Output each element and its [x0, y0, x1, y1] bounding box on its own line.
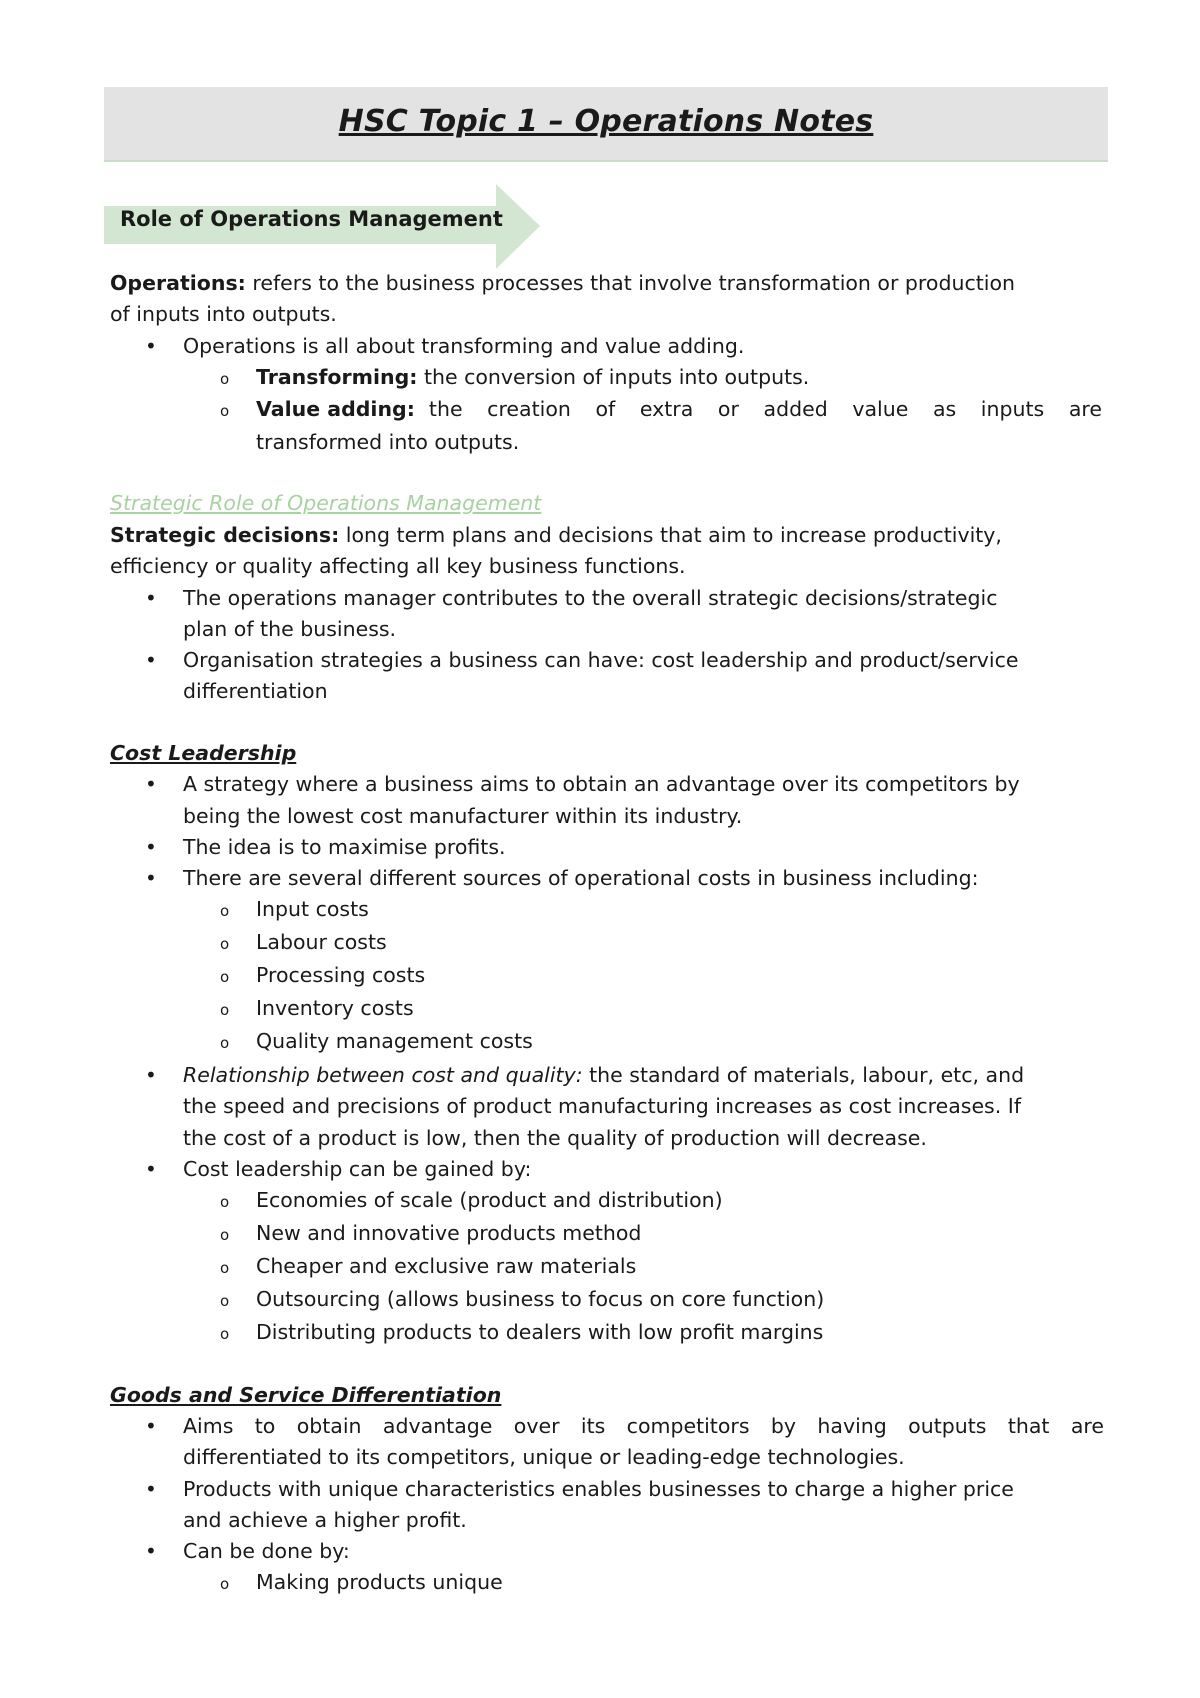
- sub-bullet-o-icon: o: [220, 370, 230, 388]
- bullet-dot-icon: •: [145, 1157, 157, 1181]
- bullet-dot-icon: •: [145, 648, 157, 672]
- sub-bullet-o-icon: o: [220, 402, 230, 420]
- strategic-bullet-1-cont: plan of the business.: [183, 617, 397, 641]
- strategic-bullet-2: Organisation strategies a business can have: cost leadership and product/service: [183, 648, 1019, 672]
- strategic-role-heading: Strategic Role of Operations Management: [110, 491, 542, 515]
- cost-leadership-heading: Cost Leadership: [110, 741, 297, 765]
- strategic-bullet-2-cont: differentiation: [183, 679, 328, 703]
- diff-bullet-1: Aims to obtain advantage over its competitors by having outputs that are: [183, 1414, 1104, 1438]
- cost-method-item: Outsourcing (allows business to focus on core function): [256, 1287, 825, 1311]
- cost-method-item: Economies of scale (product and distribution): [256, 1188, 723, 1212]
- value-adding-def-1: the creation of extra or added value as inputs are: [428, 397, 1102, 421]
- strategic-definition-cont: efficiency or quality affecting all key business functions.: [110, 554, 686, 578]
- relationship-def-2: the speed and precisions of product manufacturing increases as cost increases. If: [183, 1094, 1022, 1118]
- strategic-definition: [110, 521, 1002, 549]
- diff-bullet-3: Can be done by:: [183, 1539, 350, 1563]
- bullet-dot-icon: •: [145, 1539, 157, 1563]
- sub-bullet-o-icon: o: [220, 1034, 230, 1052]
- sub-bullet-o-icon: o: [220, 968, 230, 986]
- cost-method-item: New and innovative products method: [256, 1221, 642, 1245]
- relationship-def-1: the standard of materials, labour, etc, and: [582, 1063, 1025, 1087]
- sub-bullet-o-icon: o: [220, 1226, 230, 1244]
- bullet-dot-icon: •: [145, 1063, 157, 1087]
- section-arrow-label: Role of Operations Management: [120, 207, 503, 231]
- operations-definition: [110, 269, 1015, 297]
- diff-bullet-2-cont: and achieve a higher profit.: [183, 1508, 467, 1532]
- bullet-dot-icon: •: [145, 334, 157, 358]
- value-adding-term: Value adding:: [256, 397, 415, 421]
- cost-source-item: Inventory costs: [256, 996, 414, 1020]
- sub-bullet-o-icon: o: [220, 1259, 230, 1277]
- section-arrow: [104, 184, 540, 269]
- cost-bullet-2: The idea is to maximise profits.: [183, 835, 506, 859]
- cost-source-item: Quality management costs: [256, 1029, 533, 1053]
- cost-method-item: Cheaper and exclusive raw materials: [256, 1254, 637, 1278]
- transforming-term: Transforming:: [256, 365, 418, 389]
- page-title: HSC Topic 1 – Operations Notes: [338, 104, 874, 139]
- sub-bullet-o-icon: o: [220, 935, 230, 953]
- bullet-dot-icon: •: [145, 866, 157, 890]
- sub-bullet-o-icon: o: [220, 1575, 230, 1593]
- cost-bullet-3: There are several different sources of operational costs in business including:: [183, 866, 979, 890]
- diff-bullet-2: Products with unique characteristics enables businesses to charge a higher price: [183, 1477, 1014, 1501]
- value-adding-def-2: transformed into outputs.: [256, 430, 520, 454]
- sub-bullet-o-icon: o: [220, 1193, 230, 1211]
- sub-bullet-o-icon: o: [220, 1001, 230, 1019]
- value-adding-item: [256, 395, 1102, 423]
- relationship-def-3: the cost of a product is low, then the quality of production will decrease.: [183, 1126, 927, 1150]
- diff-bullet-1-cont: differentiated to its competitors, unique or leading-edge technologies.: [183, 1445, 905, 1469]
- sub-bullet-o-icon: o: [220, 1292, 230, 1310]
- sub-bullet-o-icon: o: [220, 1325, 230, 1343]
- cost-method-item: Distributing products to dealers with low profit margins: [256, 1320, 824, 1344]
- relationship-term: Relationship between cost and quality:: [183, 1063, 583, 1087]
- cost-bullet-5: Cost leadership can be gained by:: [183, 1157, 532, 1181]
- cost-source-item: Input costs: [256, 897, 369, 921]
- sub-bullet-o-icon: o: [220, 902, 230, 920]
- cost-bullet-1-cont: being the lowest cost manufacturer within its industry.: [183, 804, 743, 828]
- cost-source-item: Processing costs: [256, 963, 426, 987]
- strategic-bullet-1: The operations manager contributes to the overall strategic decisions/strategic: [183, 586, 998, 610]
- operations-def-1: refers to the business processes that involve transformation or production: [245, 271, 1015, 295]
- transforming-item: [256, 363, 809, 391]
- cost-quality-relationship: [183, 1061, 1024, 1089]
- cost-bullet-1: A strategy where a business aims to obtain an advantage over its competitors by: [183, 772, 1020, 796]
- bullet-dot-icon: •: [145, 1414, 157, 1438]
- strategic-def-1: long term plans and decisions that aim to increase productivity,: [339, 523, 1002, 547]
- diff-method-item: Making products unique: [256, 1570, 503, 1594]
- operations-term: Operations:: [110, 271, 246, 295]
- operations-definition-cont: of inputs into outputs.: [110, 302, 337, 326]
- bullet-dot-icon: •: [145, 1477, 157, 1501]
- transforming-def: the conversion of inputs into outputs.: [417, 365, 810, 389]
- cost-source-item: Labour costs: [256, 930, 387, 954]
- bullet-dot-icon: •: [145, 586, 157, 610]
- title-banner: [104, 87, 1108, 162]
- differentiation-heading: Goods and Service Differentiation: [110, 1383, 502, 1407]
- bullet-dot-icon: •: [145, 835, 157, 859]
- strategic-term: Strategic decisions:: [110, 523, 340, 547]
- bullet-dot-icon: •: [145, 772, 157, 796]
- operations-bullet-1: Operations is all about transforming and value adding.: [183, 334, 745, 358]
